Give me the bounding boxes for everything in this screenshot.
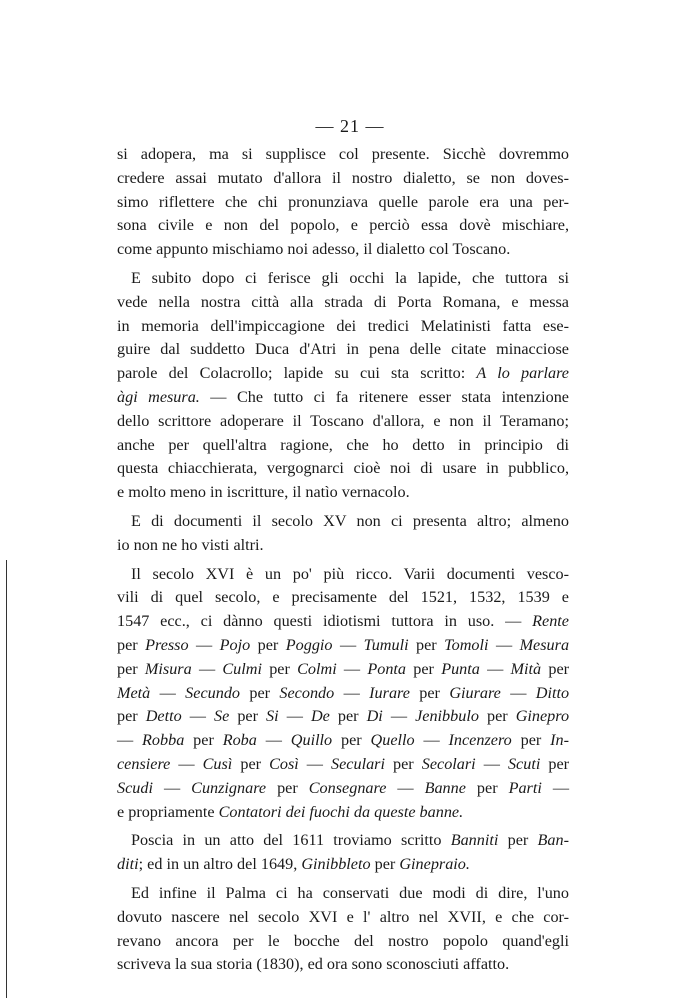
text-line: àgi mesura. — Che tutto ci fa ritenere esser stata intenzione [117,387,569,406]
text-line: anche per quell'altra ragione, che ho detto in principio di [117,435,569,454]
text-line: questa chiacchierata, vergognarci cioè noi di usare in pubblico, [117,459,569,478]
page-number: — 21 — [315,116,385,136]
text-line: 1547 ecc., ci dànno questi idiotismi tuttora in uso. — Rente [117,612,569,631]
text-line: per Presso — Pojo per Poggio — Tumuli per Tomoli — Mesura [117,635,570,654]
paragraph [117,563,569,825]
body-text [117,143,569,977]
text-line: Il secolo XVI è un po' più ricco. Varii documenti vesco- [131,564,569,583]
text-line: Ed infine il Palma ci ha conservati due modi di dire, l'uno [131,883,569,902]
text-line: E di documenti il secolo XV non ci presenta altro; almeno [131,511,569,530]
text-line: diti; ed in un altro del 1649, Ginibbleto per Ginepraio. [117,855,470,874]
text-line: vili di quel secolo, e precisamente del 1521, 1532, 1539 e [117,588,569,607]
paragraph [117,829,569,877]
text-line: dovuto nascere nel secolo XVI e l' altro nel XVII, e che cor- [117,907,569,926]
paragraph [117,882,569,977]
text-line: per Misura — Culmi per Colmi — Ponta per Punta — Mità per [117,659,570,678]
text-line: io non ne ho visti altri. [117,535,264,554]
page-edge-line [6,560,7,998]
paragraph [117,267,569,505]
text-line: credere assai mutato d'allora il nostro dialetto, se non doves- [117,168,569,187]
text-line: in memoria dell'impiccagione dei tredici Melatinisti fatta ese- [117,316,569,335]
text-line: e propriamente Contatori dei fuochi da queste banne. [117,802,464,821]
paragraph [117,510,569,558]
text-line: si adopera, ma si supplisce col presente. Sicchè dovremmo [117,145,569,163]
text-line: simo riflettere che chi pronunziava quelle parole era una per- [117,192,569,211]
text-line: Poscia in un atto del 1611 troviamo scritto Banniti per Ban- [131,831,569,850]
text-line: E subito dopo ci ferisce gli occhi la lapide, che tuttora si [131,268,569,287]
text-line: scriveva la sua storia (1830), ed ora sono sconosciuti affatto. [117,955,510,974]
text-line: guire dal suddetto Duca d'Atri in pena delle citate minacciose [117,340,569,359]
text-line: revano ancora per le bocche del nostro popolo quand'egli [117,931,569,950]
paragraph [117,143,569,262]
text-line: censiere — Cusì per Così — Seculari per Secolari — Scuti per [117,754,570,773]
text-line: Scudi — Cunzignare per Consegnare — Banne per Parti — [117,778,570,797]
text-line: dello scrittore adoperare il Toscano d'allora, e non il Teramano; [117,411,569,430]
text-line: come appunto mischiamo noi adesso, il dialetto col Toscano. [117,240,511,259]
text-line: per Detto — Se per Si — De per Di — Jenibbulo per Ginepro [117,707,570,726]
text-line: vede nella nostra città alla strada di Porta Romana, e messa [117,292,569,311]
text-line: parole del Colacrollo; lapide su cui sta scritto: A lo parlare [117,364,569,383]
text-line: sona civile e non del popolo, e perciò essa dovè mischiare, [117,216,569,235]
text-line: Metà — Secundo per Secondo — Iurare per Giurare — Ditto [117,683,570,702]
text-line: — Robba per Roba — Quillo per Quello — Incenzero per In- [117,731,570,750]
text-line: e molto meno in iscritture, il natìo vernacolo. [117,483,410,502]
